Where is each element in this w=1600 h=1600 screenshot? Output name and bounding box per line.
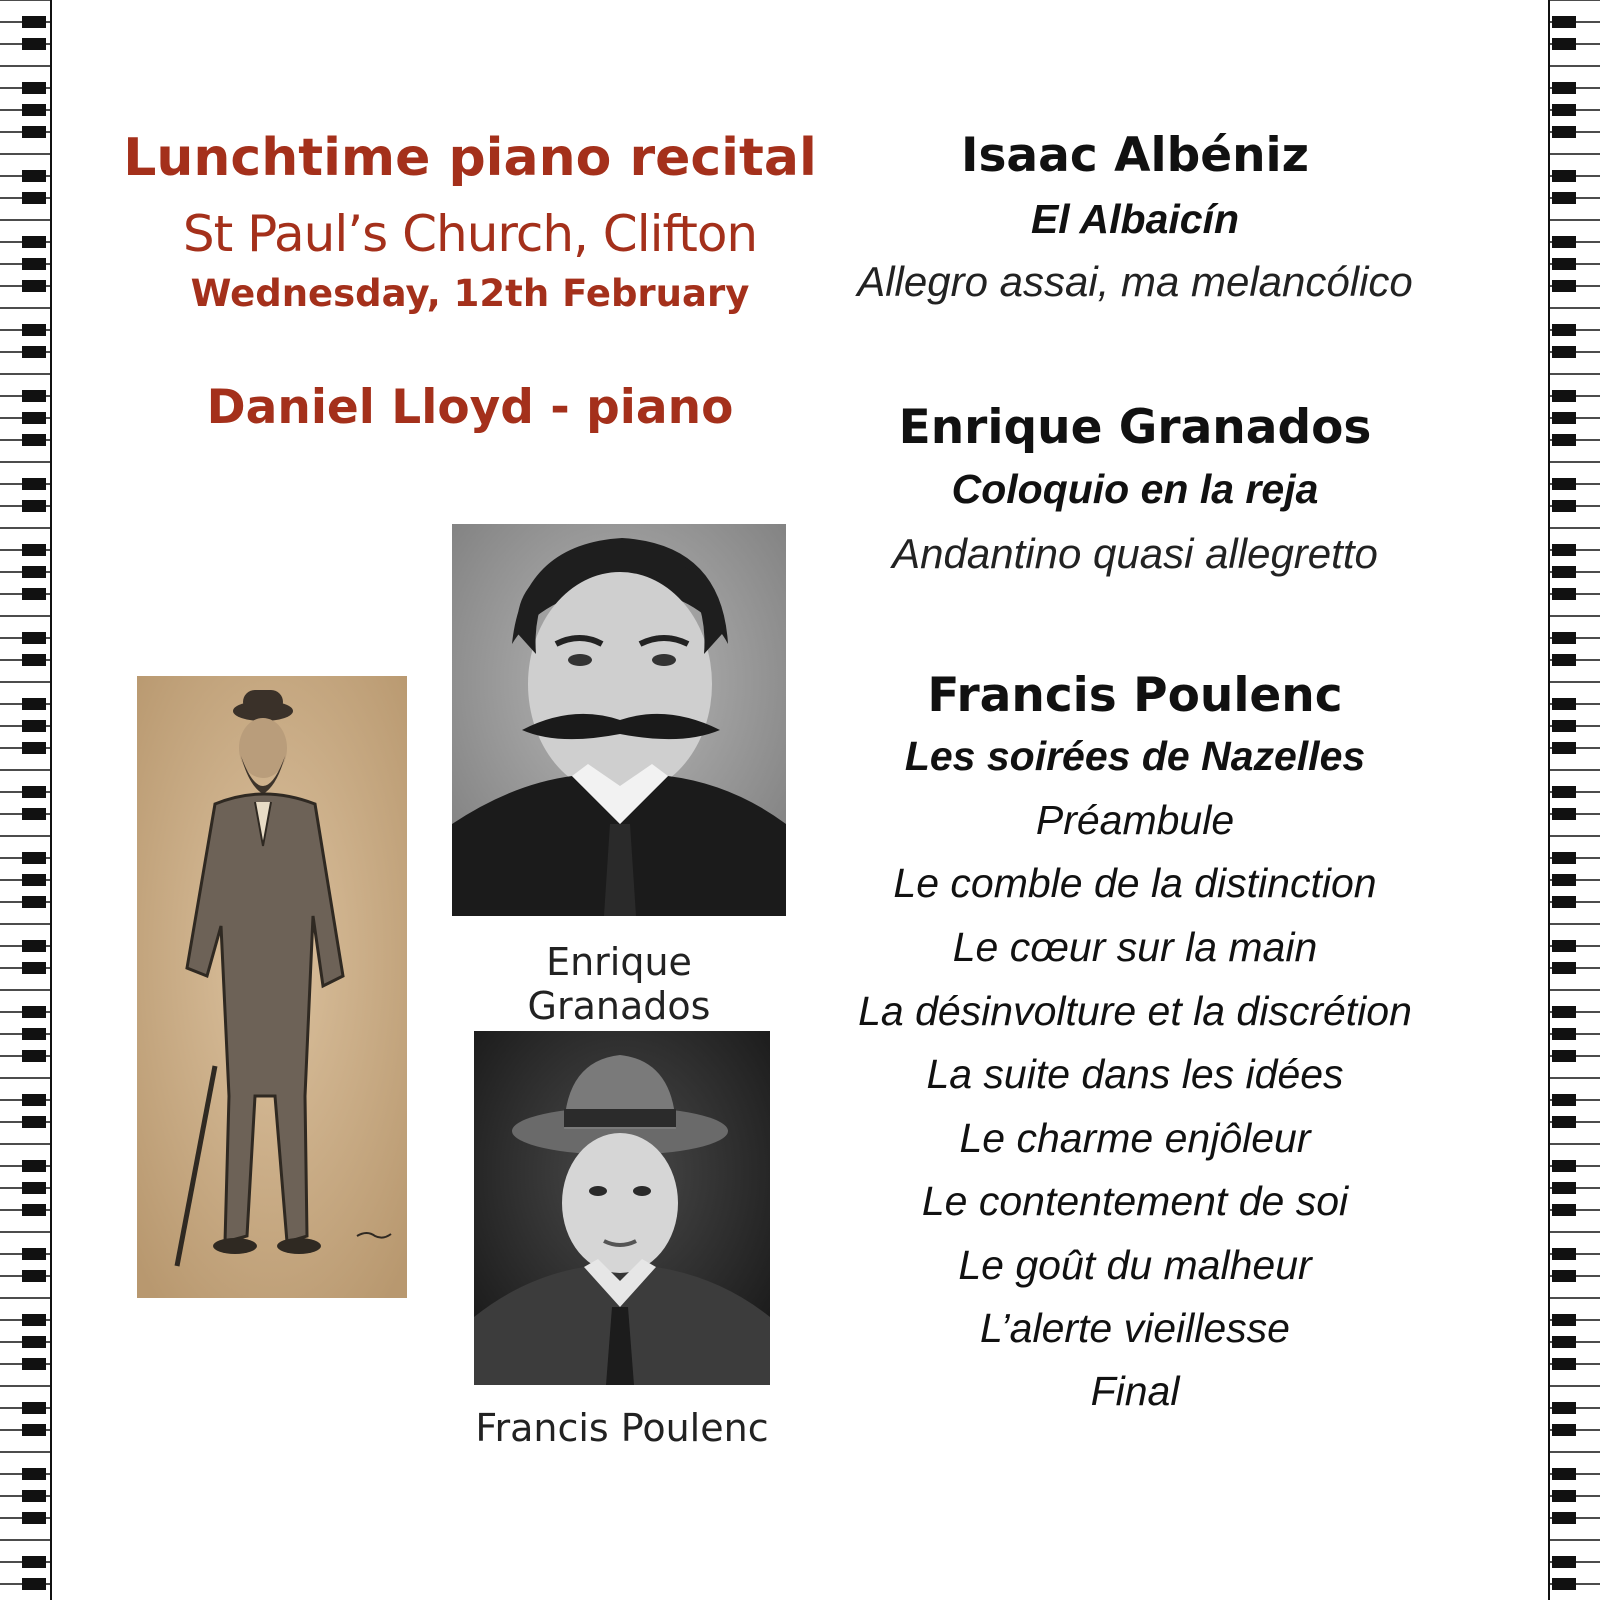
- poulenc-photo-image: [474, 1031, 770, 1385]
- tempo-albeniz: Allegro assai, ma melancólico: [857, 258, 1413, 305]
- movement-item: Le comble de la distinction: [893, 860, 1377, 906]
- movement-item: Préambule: [1035, 797, 1235, 843]
- tempo-granados: Andantino quasi allegretto: [892, 530, 1378, 577]
- event-date: Wednesday, 12th February: [190, 272, 750, 315]
- event-performer: Daniel Lloyd - piano: [206, 380, 734, 435]
- composer-albeniz: Isaac Albéniz: [960, 128, 1310, 183]
- composer-granados: Enrique Granados: [898, 400, 1372, 455]
- movement-item: La suite dans les idées: [926, 1051, 1344, 1097]
- poulenc-caption: Francis Poulenc: [475, 1406, 769, 1450]
- movement-item: Le charme enjôleur: [959, 1115, 1311, 1161]
- piano-keys-left-border: [0, 0, 52, 1600]
- movement-item: Le cœur sur la main: [952, 924, 1318, 970]
- movement-item: Final: [1090, 1368, 1180, 1414]
- event-venue: St Paul’s Church, Clifton: [182, 205, 758, 263]
- work-albeniz: El Albaicín: [1030, 196, 1240, 242]
- movement-item: L’alerte vieillesse: [980, 1305, 1290, 1351]
- work-poulenc: Les soirées de Nazelles: [904, 733, 1366, 779]
- composer-poulenc: Francis Poulenc: [927, 668, 1343, 723]
- piano-keys-right-border: [1548, 0, 1600, 1600]
- movement-item: La désinvolture et la discrétion: [858, 988, 1412, 1034]
- work-granados: Coloquio en la reja: [951, 466, 1319, 512]
- event-title: Lunchtime piano recital: [123, 128, 817, 188]
- granados-caption: Enrique Granados: [527, 940, 711, 1028]
- movement-item: Le goût du malheur: [958, 1242, 1312, 1288]
- granados-photo-image: [452, 524, 786, 916]
- albeniz-sketch-image: [137, 676, 407, 1298]
- movement-item: Le contentement de soi: [921, 1178, 1349, 1224]
